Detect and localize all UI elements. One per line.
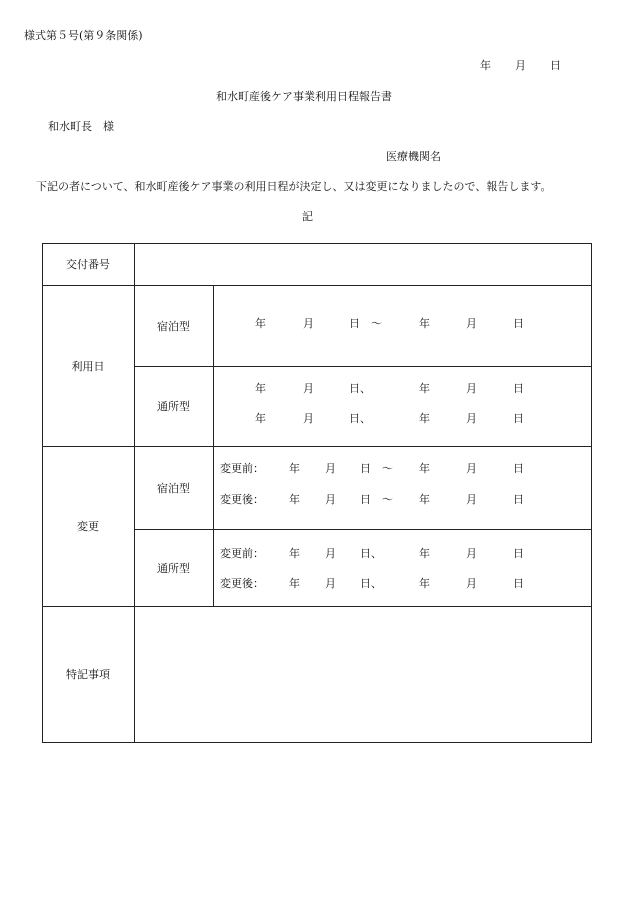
date-month-label: 月 — [515, 59, 526, 72]
sender-label: 医療機関名 — [386, 150, 441, 163]
tilde: ～ — [371, 317, 382, 330]
form-number: 様式第５号(第９条関係) — [24, 29, 143, 42]
row-label-tokki-jikou: 特記事項 — [66, 668, 110, 681]
row-label-koufu-bangou: 交付番号 — [66, 258, 110, 271]
body-text: 下記の者について、和水町産後ケア事業の利用日程が決定し、又は変更になりましたので、報告します。 — [36, 180, 552, 193]
date-year-label: 年 — [480, 59, 491, 72]
riyoubi-shukuhaku-label: 宿泊型 — [157, 319, 190, 333]
row-label-riyoubi: 利用日 — [71, 359, 105, 373]
document-title: 和水町産後ケア事業利用日程報告書 — [216, 90, 392, 103]
row-label-henkou: 変更 — [77, 520, 99, 533]
tokki-jikou-field[interactable] — [134, 606, 591, 742]
koufu-bangou-field[interactable] — [134, 243, 591, 285]
henkou-tsusho-label: 通所型 — [157, 561, 190, 575]
addressee: 和水町長 様 — [48, 120, 114, 133]
date-day-label: 日 — [550, 59, 561, 72]
henkou-shukuhaku-label: 宿泊型 — [157, 481, 190, 495]
ki-label: 記 — [302, 210, 313, 223]
riyoubi-tsusho-label: 通所型 — [157, 400, 190, 413]
